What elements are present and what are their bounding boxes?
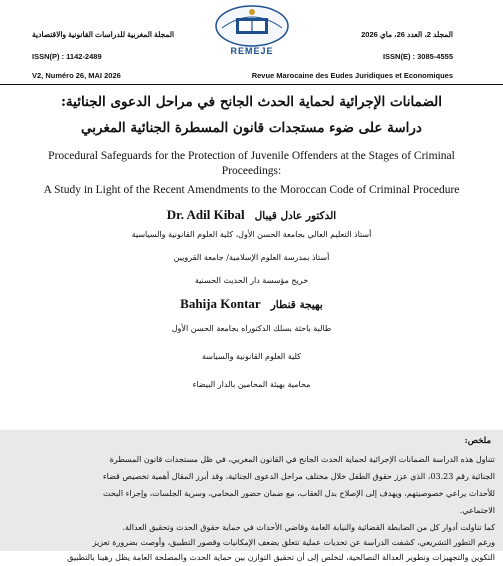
abstract-line: تتناول هذه الدراسة الضمانات الإجرائية لحماية الحدث الجانح في القانون المغربي، في ظل مستجدات قانون المسطرة xyxy=(109,455,495,464)
issn-print: ISSN(P) : 1142-2489 xyxy=(32,52,102,61)
title-english-line1: Procedural Safeguards for the Protection of Juvenile Offenders at the Stages of Criminal xyxy=(48,150,455,162)
volume-french: V2, Numéro 26, MAI 2026 xyxy=(32,71,121,80)
volume-arabic: المجلد 2، العدد 26، ماي 2026 xyxy=(361,30,453,39)
author2-affiliation-3: محامية بهيئة المحامين بالدار البيضاء xyxy=(192,380,311,389)
logo-text: REMEJE xyxy=(230,46,274,56)
author1-affiliation-3: خريج مؤسسة دار الحديث الحسنية xyxy=(194,276,309,285)
abstract-line: ورغم التطور التشريعي، كشفت الدراسة عن تحديات عملية تتعلق بضعف الإمكانيات وقصور التطبيق، وأوصت بضرورة تعزيز xyxy=(92,538,495,547)
author2-name-latin: Bahija Kontar xyxy=(180,296,261,311)
author2-name-arabic: بهيجة قنطار xyxy=(270,299,323,311)
issn-electronic: ISSN(E) : 3085-4555 xyxy=(382,52,453,61)
abstract-label: ملخص: xyxy=(464,436,491,446)
header-rule xyxy=(0,84,503,85)
abstract-line: التكوين والتجهيزات وتطوير العدالة التصالحية، لتخلص إلى أن تحقيق التوازن بين حماية الحدث والمصلحة العامة يظل رهينا بالتطبيق xyxy=(67,553,495,562)
author1-name xyxy=(20,207,483,223)
abstract-line: الجنائية رقم 03.23، الذي عزز حقوق الطفل خلال مختلف مراحل الدعوى الجنائية، وقد أبرز المقال أهمية تخصيص قضاء xyxy=(102,472,495,481)
author2-name xyxy=(20,296,483,312)
author2-affiliation-2: كلية العلوم القانونية والسياسة xyxy=(202,352,301,361)
journal-name-arabic: المجلة المغربية للدراسات القانونية والاقتصادية xyxy=(32,30,175,39)
author1-affiliation-2: أستاذ بمدرسة العلوم الإسلامية/ جامعة القرويين xyxy=(173,253,330,262)
title-english-line2: Proceedings: xyxy=(221,165,282,177)
logo-emblem-icon xyxy=(212,2,292,48)
author2-affiliation-1: طالبة باحثة بسلك الدكتوراه بجامعة الحسن الأول xyxy=(171,324,332,333)
author1-name-arabic: الدكتور عادل قيبال xyxy=(254,210,337,222)
abstract-line: للأحداث يراعي خصوصيتهم، ويهدف إلى الإصلاح بدل العقاب، مع ضمان حضور المحامي، وسرية الجلسات، وإجراء البحث xyxy=(102,489,495,498)
title-english-line3: A Study in Light of the Recent Amendments to the Moroccan Code of Criminal Procedure xyxy=(43,184,460,196)
journal-logo xyxy=(212,2,292,60)
abstract-line: كما تناولت أدوار كل من الضابطة القضائية والنيابة العامة وقاضي الأحداث في حماية حقوق الحدث وتحقيق العدالة. xyxy=(122,523,495,532)
journal-name-french: Revue Marocaine des Eudes Juridiques et Economiques xyxy=(251,71,453,80)
abstract-line: الاجتماعي. xyxy=(459,506,495,515)
title-arabic-line2: دراسة على ضوء مستجدات قانون المسطرة الجنائية المغربي xyxy=(81,120,422,136)
author1-name-latin: Dr. Adil Kibal xyxy=(166,207,245,222)
title-arabic-line1: الضمانات الإجرائية لحماية الحدث الجانح في مراحل الدعوى الجنائية: xyxy=(60,94,443,110)
author1-affiliation-1: أستاذ التعليم العالي بجامعة الحسن الأول، كلية العلوم القانونية والسياسية xyxy=(131,230,372,239)
